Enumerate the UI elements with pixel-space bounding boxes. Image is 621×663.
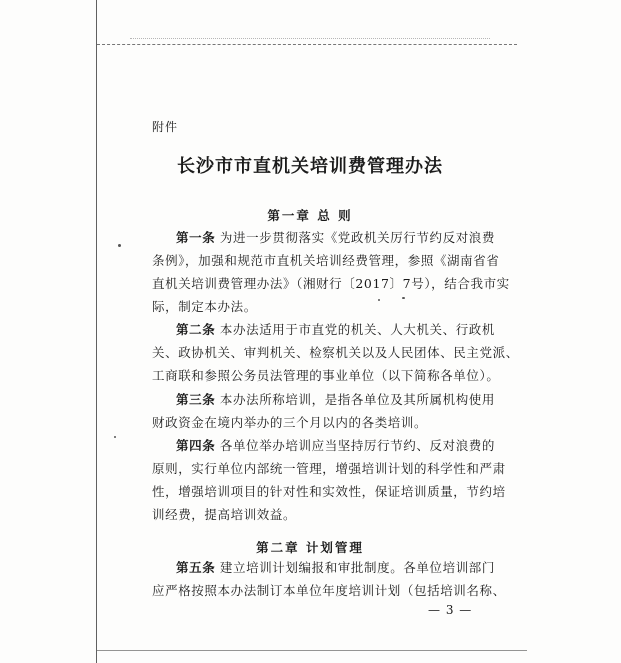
article-5-first-line [176, 562, 495, 575]
article-4-first-line [176, 440, 495, 453]
article-2-line: 关、政协机关、审判机关、检察机关以及人民团体、民主党派、 [152, 345, 519, 360]
article-2-line: 工商联和参照公务员法管理的事业单位（以下简称各单位）。 [152, 368, 500, 383]
article-text: 本办法所称培训，是指各单位及其所属机构使用 [219, 392, 495, 407]
article-label: 第四条 [176, 438, 216, 453]
article-text: 建立培训计划编报和审批制度。各单位培训部门 [219, 560, 495, 575]
article-text: 本办法适用于市直党的机关、人大机关、行政机 [219, 322, 495, 337]
scan-edge-top [97, 44, 517, 45]
scan-speck [118, 244, 121, 247]
article-4-line: 训经费，提高培训效益。 [152, 507, 297, 522]
scan-speck [402, 297, 405, 299]
article-1-line: 直机关培训费管理办法》（湘财行〔2017〕7号），结合我市实 [152, 276, 510, 291]
scan-edge-top-faint [130, 38, 490, 39]
scan-edge-left [96, 0, 97, 663]
article-label: 第一条 [176, 230, 216, 245]
article-4-line: 原则，实行单位内部统一管理，增强培训计划的科学性和严肃 [152, 461, 506, 476]
scan-speck [378, 299, 380, 301]
article-text: 各单位举办培训应当坚持厉行节约、反对浪费的 [219, 438, 495, 453]
article-1-line: 条例》，加强和规范市直机关培训经费管理，参照《湖南省省 [152, 253, 500, 268]
article-3-line: 财政资金在境内举办的三个月以内的各类培训。 [152, 415, 428, 430]
article-4-line: 性，增强培训项目的针对性和实效性，保证培训质量，节约培 [152, 484, 506, 499]
article-label: 第三条 [176, 392, 216, 407]
scan-edge-bottom [97, 650, 527, 651]
article-3-first-line [176, 394, 495, 407]
article-2-first-line [176, 324, 495, 337]
article-label: 第二条 [176, 322, 216, 337]
article-1-first-line [176, 232, 495, 245]
page-number: — 3 — [428, 603, 473, 617]
article-label: 第五条 [176, 560, 216, 575]
chapter-heading-1: 第一章 总 则 [267, 208, 353, 223]
article-5-line: 应严格按照本办法制订本单位年度培训计划（包括培训名称、 [152, 583, 506, 598]
article-text: 为进一步贯彻落实《党政机关厉行节约反对浪费 [219, 230, 495, 245]
scan-speck [114, 436, 116, 438]
attachment-label: 附件 [152, 120, 179, 134]
article-1-line: 际，制定本办法。 [152, 299, 257, 314]
chapter-heading-2: 第二章 计划管理 [256, 540, 364, 555]
document-title: 长沙市市直机关培训费管理办法 [177, 156, 443, 177]
